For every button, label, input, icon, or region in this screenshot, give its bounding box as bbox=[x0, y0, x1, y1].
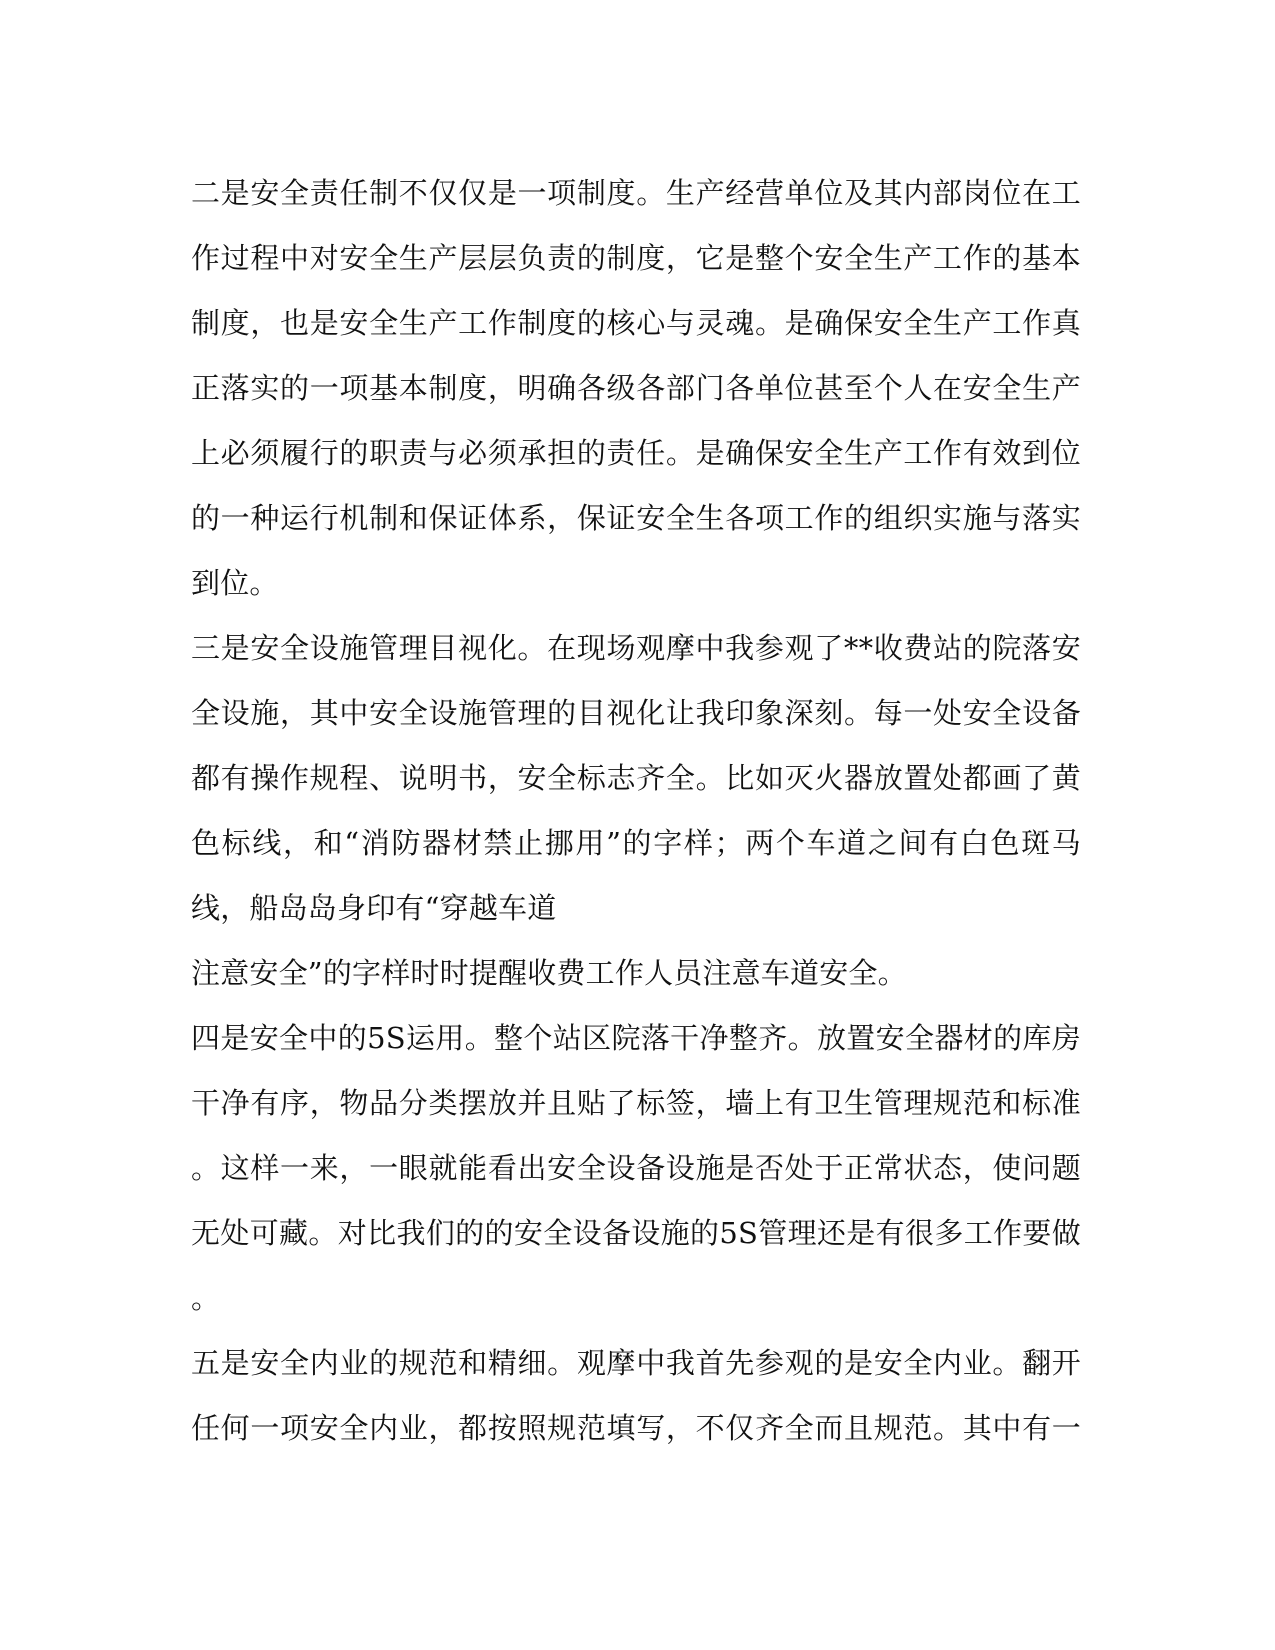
text-line: 的一种运行机制和保证体系，保证安全生各项工作的组织实施与落实 bbox=[191, 501, 1081, 535]
text-line: 线，船岛岛身印有“穿越车道 bbox=[191, 891, 557, 925]
text-line: 。 bbox=[191, 1281, 221, 1315]
document-body bbox=[191, 161, 1081, 1461]
text-line: 到位。 bbox=[191, 566, 279, 600]
text-line: 二是安全责任制不仅仅是一项制度。生产经营单位及其内部岗位在工 bbox=[191, 176, 1081, 210]
text-line: 色标线，和“消防器材禁止挪用”的字样；两个车道之间有白色斑马 bbox=[191, 826, 1081, 860]
text-line: 制度，也是安全生产工作制度的核心与灵魂。是确保安全生产工作真 bbox=[191, 306, 1081, 340]
text-line: 上必须履行的职责与必须承担的责任。是确保安全生产工作有效到位 bbox=[191, 436, 1081, 470]
text-line: 注意安全”的字样时时提醒收费工作人员注意车道安全。 bbox=[191, 956, 907, 990]
text-line: 。这样一来，一眼就能看出安全设备设施是否处于正常状态，使问题 bbox=[191, 1151, 1081, 1185]
text-line: 三是安全设施管理目视化。在现场观摩中我参观了**收费站的院落安 bbox=[191, 631, 1081, 665]
text-line: 五是安全内业的规范和精细。观摩中我首先参观的是安全内业。翻开 bbox=[191, 1346, 1081, 1380]
text-line: 都有操作规程、说明书，安全标志齐全。比如灭火器放置处都画了黄 bbox=[191, 761, 1081, 795]
text-line: 四是安全中的5S运用。整个站区院落干净整齐。放置安全器材的库房 bbox=[191, 1021, 1081, 1055]
text-line: 干净有序，物品分类摆放并且贴了标签，墙上有卫生管理规范和标准 bbox=[191, 1086, 1081, 1120]
text-line: 无处可藏。对比我们的的安全设备设施的5S管理还是有很多工作要做 bbox=[191, 1216, 1081, 1250]
text-line: 正落实的一项基本制度，明确各级各部门各单位甚至个人在安全生产 bbox=[191, 371, 1081, 405]
text-line: 全设施，其中安全设施管理的目视化让我印象深刻。每一处安全设备 bbox=[191, 696, 1081, 730]
text-line: 任何一项安全内业，都按照规范填写，不仅齐全而且规范。其中有一 bbox=[191, 1411, 1081, 1445]
text-line: 作过程中对安全生产层层负责的制度，它是整个安全生产工作的基本 bbox=[191, 241, 1081, 275]
